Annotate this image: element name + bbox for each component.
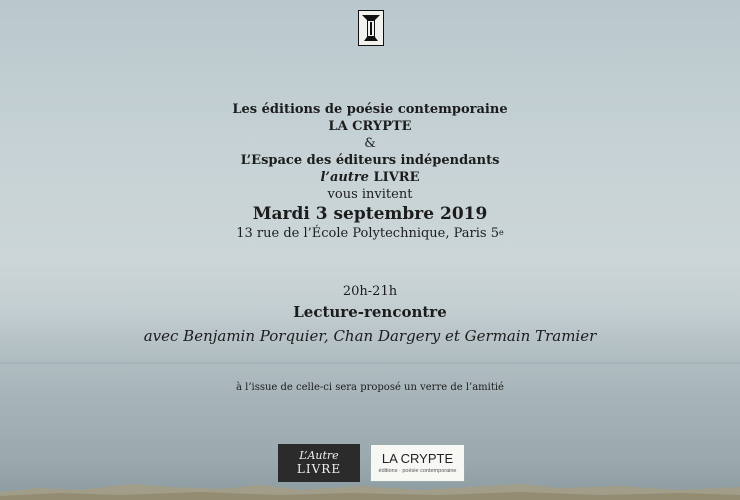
autre-italic: l’autre (320, 170, 369, 185)
event-title: Lecture-rencontre (293, 303, 447, 321)
autre-livre-line (0, 169, 740, 186)
closing-note (0, 381, 740, 395)
horizon-line (0, 362, 740, 364)
autre-logo-line1: L’Autre (299, 449, 339, 462)
crypte-logo-line1: LA CRYPTE (381, 451, 454, 466)
address-superscript: e (499, 228, 504, 237)
publisher-name: LA CRYPTE (328, 119, 412, 134)
crypte-logo-line2: éditions · poésie contemporaine (378, 468, 457, 474)
event-guests: avec Benjamin Porquier, Chan Dargery et Germain Tramier (143, 327, 597, 345)
reception-note: à l’issue de celle-ci sera proposé un verre de l’amitié (236, 382, 504, 393)
invite-line: vous invitent (327, 187, 413, 202)
ampersand: & (364, 136, 376, 151)
event-address (0, 225, 740, 242)
la-crypte-logo (370, 444, 465, 482)
event-details (0, 283, 740, 346)
autre-logo-line2: LIVRE (296, 462, 342, 476)
event-time: 20h-21h (342, 284, 398, 299)
publisher-emblem-icon (358, 10, 384, 46)
publisher-line: Les éditions de poésie contemporaine (232, 102, 508, 117)
event-date: Mardi 3 septembre 2019 (252, 204, 488, 224)
invitation-text (0, 101, 740, 242)
autre-livre-logo (278, 444, 360, 482)
space-line: L’Espace des éditeurs indépendants (240, 153, 500, 168)
address-text: 13 rue de l’École Polytechnique, Paris 5 (236, 226, 500, 241)
livre-text: LIVRE (368, 170, 420, 185)
